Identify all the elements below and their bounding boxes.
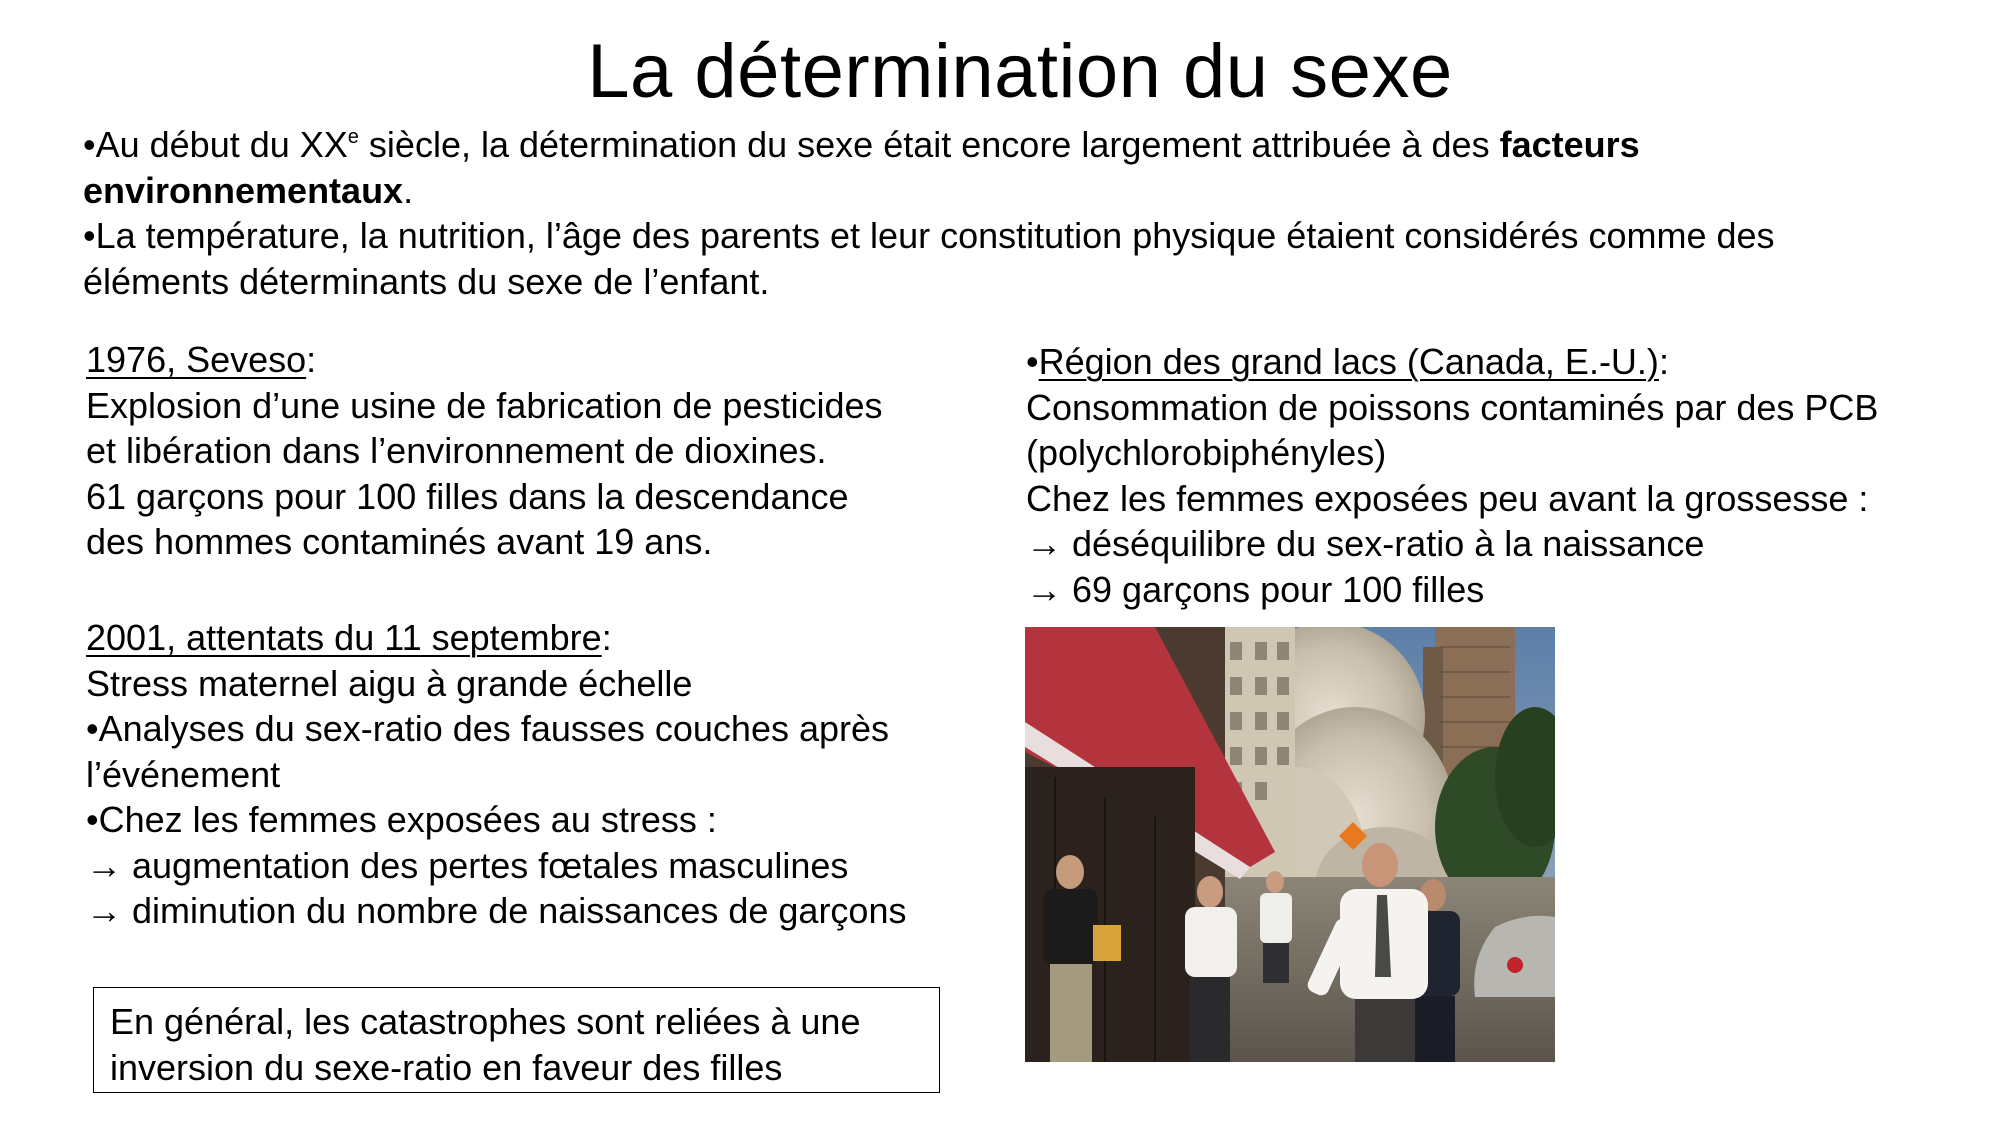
great-lakes-line: (polychlorobiphényles): [1026, 432, 1387, 473]
seveso-heading: 1976, Seveso:: [86, 339, 317, 380]
great-lakes-line: → déséquilibre du sex-ratio à la naissance: [1026, 523, 1705, 564]
intro-line-1: •Au début du XXe siècle, la détermination du sexe était encore largement attribuée à des facteurs: [83, 124, 1640, 165]
wtc-section: [86, 615, 906, 934]
bold-keyword: environnementaux: [83, 169, 404, 211]
intro-line-3: •La température, la nutrition, l’âge des parents et leur constitution physique étaient considérés comme des: [83, 215, 1775, 256]
wtc-line: •Analyses du sex-ratio des fausses couches après: [86, 708, 890, 749]
wtc-heading: 2001, attentats du 11 septembre:: [86, 617, 612, 658]
conclusion-line: En général, les catastrophes sont reliées à une: [110, 1001, 861, 1042]
conclusion-box: [93, 987, 940, 1093]
wtc-line: Stress maternel aigu à grande échelle: [86, 662, 693, 704]
photo-sept-11-street: [1025, 627, 1555, 1062]
intro-line-4: éléments déterminants du sexe de l’enfant.: [83, 260, 770, 302]
wtc-line: •Chez les femmes exposées au stress :: [86, 799, 717, 840]
great-lakes-line: Chez les femmes exposées peu avant la grossesse :: [1026, 477, 1869, 519]
bold-keyword: facteurs: [1499, 124, 1640, 165]
conclusion-line: inversion du sexe-ratio en faveur des filles: [110, 1046, 783, 1088]
seveso-line: et libération dans l’environnement de dioxines.: [86, 430, 827, 471]
seveso-section: [86, 337, 883, 565]
intro-line-2: environnementaux.: [83, 169, 414, 211]
seveso-line: 61 garçons pour 100 filles dans la descendance: [86, 475, 849, 517]
great-lakes-line: → 69 garçons pour 100 filles: [1026, 568, 1485, 610]
great-lakes-heading: •Région des grand lacs (Canada, E.-U.):: [1026, 341, 1669, 382]
seveso-line: des hommes contaminés avant 19 ans.: [86, 521, 713, 562]
intro-text: [83, 122, 1775, 304]
wtc-line: l’événement: [86, 753, 281, 795]
great-lakes-line: Consommation de poissons contaminés par des PCB: [1026, 386, 1879, 428]
slide-title: La détermination du sexe: [587, 29, 1453, 114]
seveso-line: Explosion d’une usine de fabrication de pesticides: [86, 384, 883, 426]
wtc-line: → augmentation des pertes fœtales masculines: [86, 844, 849, 886]
great-lakes-section: [1026, 339, 1878, 612]
wtc-line: → diminution du nombre de naissances de garçons: [86, 890, 907, 931]
